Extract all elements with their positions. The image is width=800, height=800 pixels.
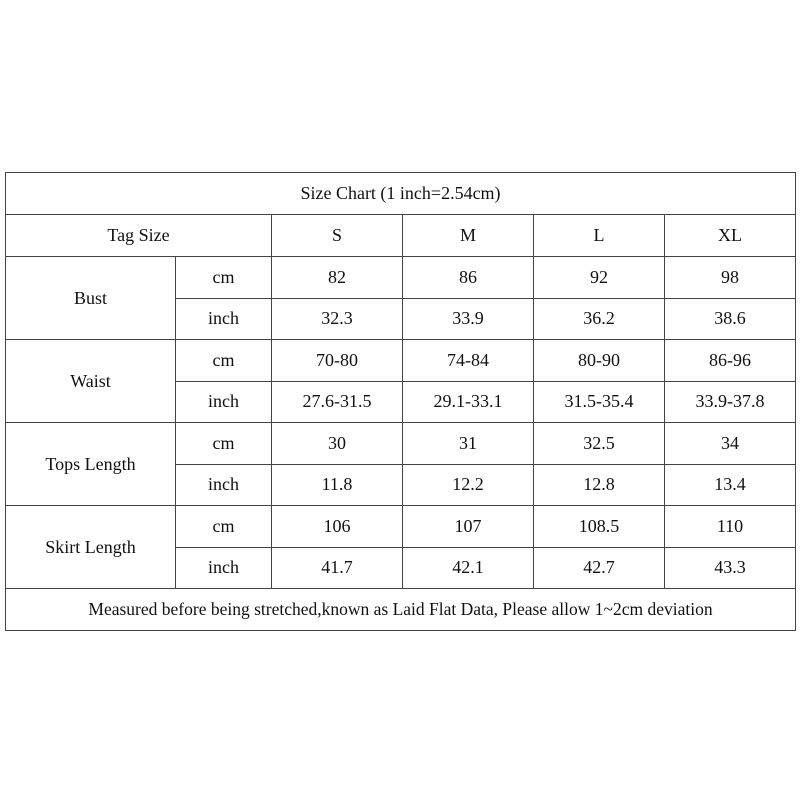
value-cell: 41.7 (272, 547, 403, 589)
value-cell: 33.9 (403, 298, 534, 340)
value-cell: 31 (403, 423, 534, 465)
size-chart-table (5, 172, 796, 631)
value-cell: 92 (534, 257, 665, 299)
value-cell: 38.6 (665, 298, 796, 340)
measurement-label-tops-length: Tops Length (6, 423, 176, 506)
value-cell: 31.5-35.4 (534, 381, 665, 423)
unit-cell: cm (176, 423, 272, 465)
value-cell: 33.9-37.8 (665, 381, 796, 423)
value-cell: 12.8 (534, 464, 665, 506)
value-cell: 42.1 (403, 547, 534, 589)
value-cell: 108.5 (534, 506, 665, 548)
measurement-label-waist: Waist (6, 340, 176, 423)
value-cell: 32.5 (534, 423, 665, 465)
value-cell: 70-80 (272, 340, 403, 382)
value-cell: 11.8 (272, 464, 403, 506)
tag-size-label: Tag Size (6, 215, 272, 257)
value-cell: 98 (665, 257, 796, 299)
value-cell: 82 (272, 257, 403, 299)
size-header-xl: XL (665, 215, 796, 257)
value-cell: 110 (665, 506, 796, 548)
deviation-note: Measured before being stretched,known as Laid Flat Data, Please allow 1~2cm deviation (6, 589, 796, 631)
value-cell: 86 (403, 257, 534, 299)
unit-cell: inch (176, 298, 272, 340)
size-header-m: M (403, 215, 534, 257)
value-cell: 43.3 (665, 547, 796, 589)
value-cell: 106 (272, 506, 403, 548)
value-cell: 34 (665, 423, 796, 465)
unit-cell: inch (176, 464, 272, 506)
unit-cell: cm (176, 506, 272, 548)
value-cell: 29.1-33.1 (403, 381, 534, 423)
value-cell: 42.7 (534, 547, 665, 589)
size-header-s: S (272, 215, 403, 257)
measurement-label-bust: Bust (6, 257, 176, 340)
unit-cell: cm (176, 257, 272, 299)
unit-cell: cm (176, 340, 272, 382)
value-cell: 74-84 (403, 340, 534, 382)
unit-cell: inch (176, 381, 272, 423)
measurement-label-skirt-length: Skirt Length (6, 506, 176, 589)
value-cell: 107 (403, 506, 534, 548)
value-cell: 36.2 (534, 298, 665, 340)
unit-cell: inch (176, 547, 272, 589)
value-cell: 86-96 (665, 340, 796, 382)
value-cell: 80-90 (534, 340, 665, 382)
table-title: Size Chart (1 inch=2.54cm) (6, 173, 796, 215)
value-cell: 12.2 (403, 464, 534, 506)
value-cell: 32.3 (272, 298, 403, 340)
value-cell: 13.4 (665, 464, 796, 506)
value-cell: 27.6-31.5 (272, 381, 403, 423)
value-cell: 30 (272, 423, 403, 465)
size-header-l: L (534, 215, 665, 257)
